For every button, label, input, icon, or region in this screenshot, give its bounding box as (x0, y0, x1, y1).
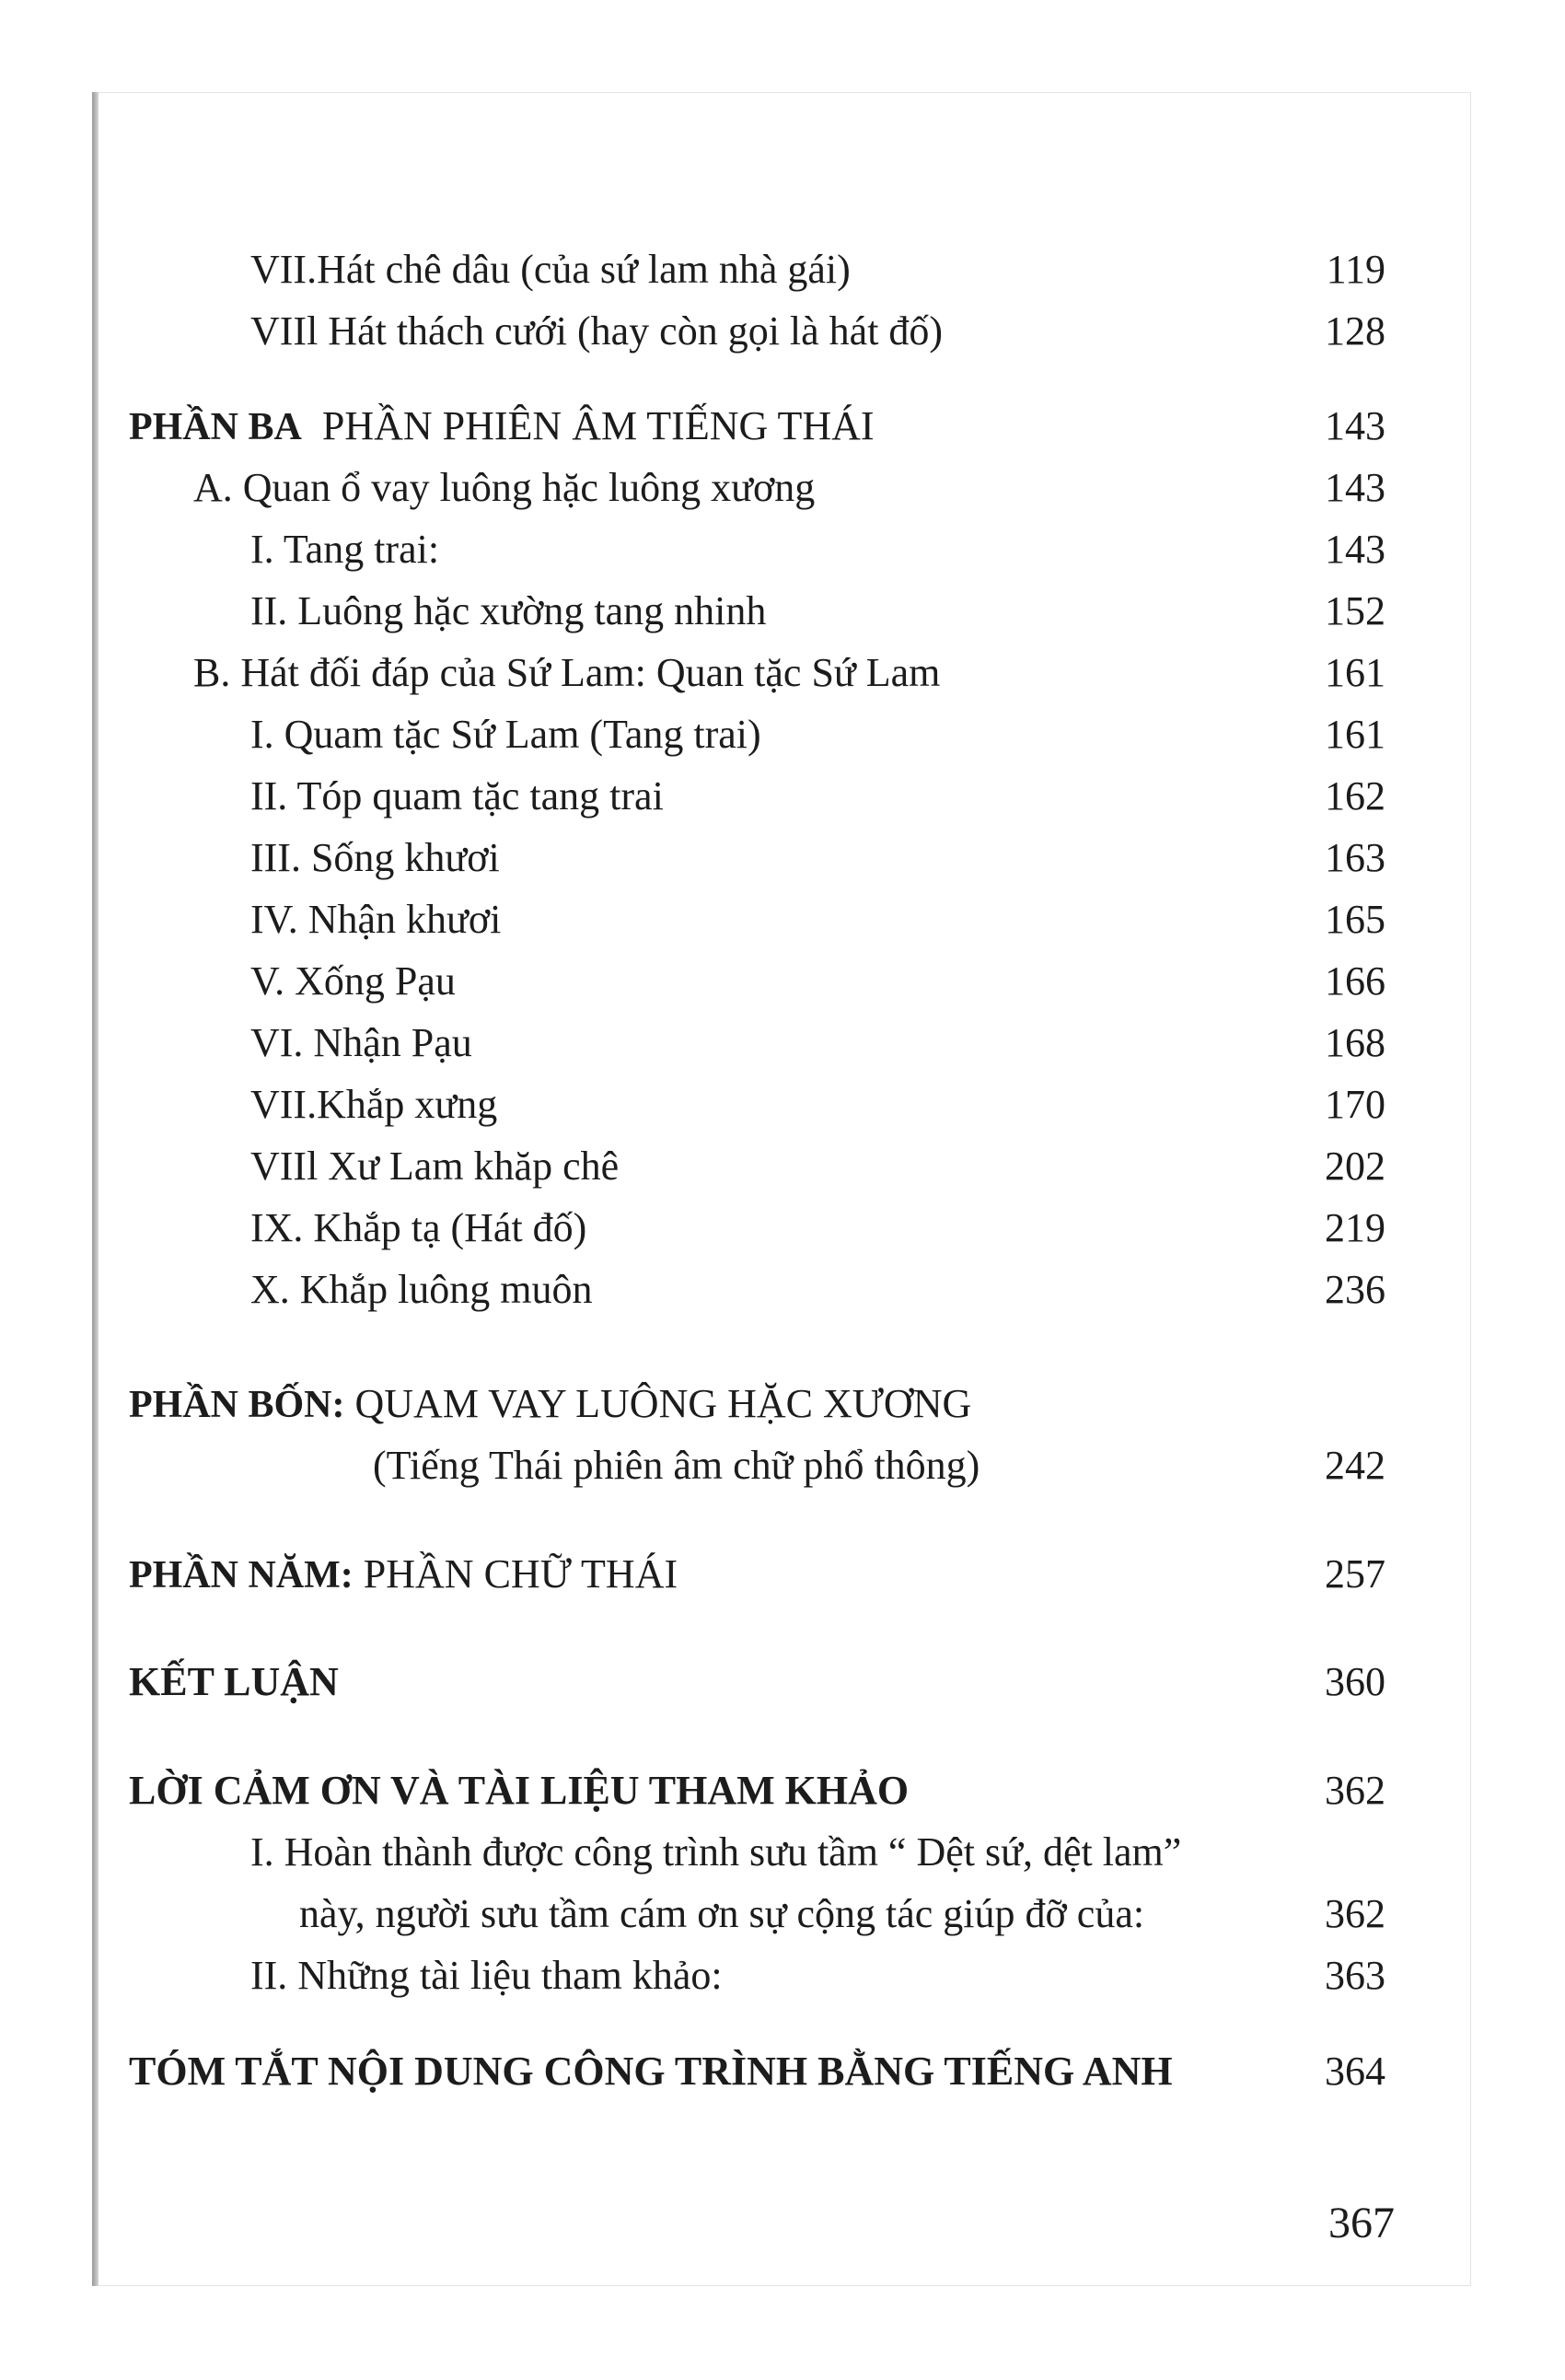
toc-entry (0, 830, 1565, 886)
toc-entry (0, 769, 1565, 824)
toc-entry-title: VIIl Hát thách cưới (hay còn gọi là hát đố) (250, 308, 944, 354)
toc-entry-page: 128 (1325, 308, 1385, 354)
toc-entry-page: 170 (1325, 1082, 1385, 1127)
section-title: QUAM VAY LUÔNG HẶC XƯƠNG (354, 1381, 972, 1426)
toc-section-heading (0, 1763, 1565, 1818)
toc-entry-page: 168 (1325, 1020, 1385, 1065)
toc-entry-title: X. Khắp luông muôn (250, 1267, 593, 1312)
toc-entry-page: 364 (1325, 2049, 1385, 2094)
toc-entry-title: III. Sống khươi (250, 835, 500, 880)
toc-entry-page: 202 (1325, 1144, 1385, 1189)
toc-entry-page: 360 (1325, 1659, 1385, 1704)
toc-section-heading-text (129, 1547, 678, 1603)
toc-entry-title: IX. Khắp tạ (Hát đố) (250, 1205, 587, 1250)
toc-entry-page: 163 (1325, 835, 1385, 880)
toc-section-heading-text: KẾT LUẬN (129, 1659, 339, 1704)
toc-entry-title: I. Tang trai: (250, 527, 440, 572)
toc-entry (0, 460, 1565, 516)
toc-entry-page: 165 (1325, 897, 1385, 942)
toc-entry (0, 242, 1565, 297)
toc-section-heading-text: LỜI CẢM ƠN VÀ TÀI LIỆU THAM KHẢO (129, 1768, 910, 1813)
toc-entry (0, 1825, 1565, 1880)
toc-entry-title: II. Luông hặc xường tang nhinh (250, 588, 767, 633)
section-title: PHẦN PHIÊN ÂM TIẾNG THÁI (321, 403, 875, 448)
toc-entry-page: 236 (1325, 1267, 1385, 1312)
toc-entry-page: 161 (1325, 650, 1385, 695)
toc-entry (0, 1077, 1565, 1132)
toc-section-heading-text (129, 1376, 971, 1433)
toc-section-heading (0, 2044, 1565, 2099)
toc-entry-title: I. Hoàn thành được công trình sưu tầm “ Dệt sứ, dệt lam” (250, 1829, 1182, 1875)
toc-section-heading (0, 1547, 1565, 1602)
toc-entry (0, 522, 1565, 577)
toc-entry-page: 143 (1325, 403, 1385, 448)
toc-entry (0, 1438, 1565, 1493)
toc-entry (0, 1948, 1565, 2003)
toc-entry (0, 1887, 1565, 1942)
toc-section-heading-text (129, 399, 875, 455)
toc-entry-title: II. Những tài liệu tham khảo: (250, 1953, 723, 1998)
section-title: PHẦN CHỮ THÁI (363, 1551, 678, 1596)
toc-entry-page: 363 (1325, 1953, 1385, 1998)
toc-entry (0, 707, 1565, 762)
section-label: PHẦN BỐN: (129, 1384, 345, 1426)
toc-entry-title: VII.Hát chê dâu (của sứ lam nhà gái) (250, 247, 851, 292)
toc-entry-title: I. Quam tặc Sứ Lam (Tang trai) (250, 712, 761, 757)
toc-entry (0, 1262, 1565, 1318)
section-label: PHẦN NĂM: (129, 1554, 354, 1596)
toc-entry-page: 161 (1325, 712, 1385, 757)
toc-entry-title: V. Xống Pạu (250, 958, 456, 1004)
toc-entry (0, 584, 1565, 639)
toc-entry-page: 166 (1325, 958, 1385, 1004)
toc-entry-page: 362 (1325, 1768, 1385, 1813)
section-label: PHẦN BA (129, 406, 302, 448)
toc-entry-title: A. Quan ổ vay luông hặc luông xương (193, 465, 816, 510)
toc-section-heading (0, 1376, 1565, 1432)
toc-entry-title: VI. Nhận Pạu (250, 1020, 472, 1065)
toc-entry-page: 242 (1325, 1443, 1385, 1488)
toc-entry-title: này, người sưu tầm cám ơn sự cộng tác giúp đỡ của: (299, 1891, 1145, 1936)
toc-entry (0, 304, 1565, 359)
toc-entry-page: 143 (1325, 527, 1385, 572)
toc-entry-page: 119 (1326, 247, 1385, 292)
toc-entry (0, 645, 1565, 701)
toc-entry-page: 362 (1325, 1891, 1385, 1936)
toc-entry-title: II. Tóp quam tặc tang trai (250, 773, 664, 818)
toc-entry-page: 257 (1325, 1551, 1385, 1596)
toc-entry (0, 954, 1565, 1009)
toc-entry (0, 892, 1565, 947)
page-number: 367 (1328, 2199, 1395, 2247)
toc-entry (0, 1016, 1565, 1071)
toc-entry-page: 143 (1325, 465, 1385, 510)
toc-entry-page: 219 (1325, 1205, 1385, 1250)
toc-entry-page: 162 (1325, 773, 1385, 818)
toc-section-heading (0, 1654, 1565, 1710)
toc-section-heading (0, 399, 1565, 454)
toc-entry-title: B. Hát đối đáp của Sứ Lam: Quan tặc Sứ Lam (193, 650, 941, 695)
toc-entry (0, 1139, 1565, 1194)
toc-entry-title: VII.Khắp xưng (250, 1082, 498, 1127)
toc-entry (0, 1201, 1565, 1256)
toc-entry-title: IV. Nhận khươi (250, 897, 502, 942)
toc-entry-title: (Tiếng Thái phiên âm chữ phổ thông) (373, 1443, 980, 1488)
toc-section-heading-text: TÓM TẮT NỘI DUNG CÔNG TRÌNH BẰNG TIẾNG ANH (129, 2049, 1173, 2094)
toc-entry-page: 152 (1325, 588, 1385, 633)
toc-entry-title: VIIl Xư Lam khăp chê (250, 1144, 620, 1189)
